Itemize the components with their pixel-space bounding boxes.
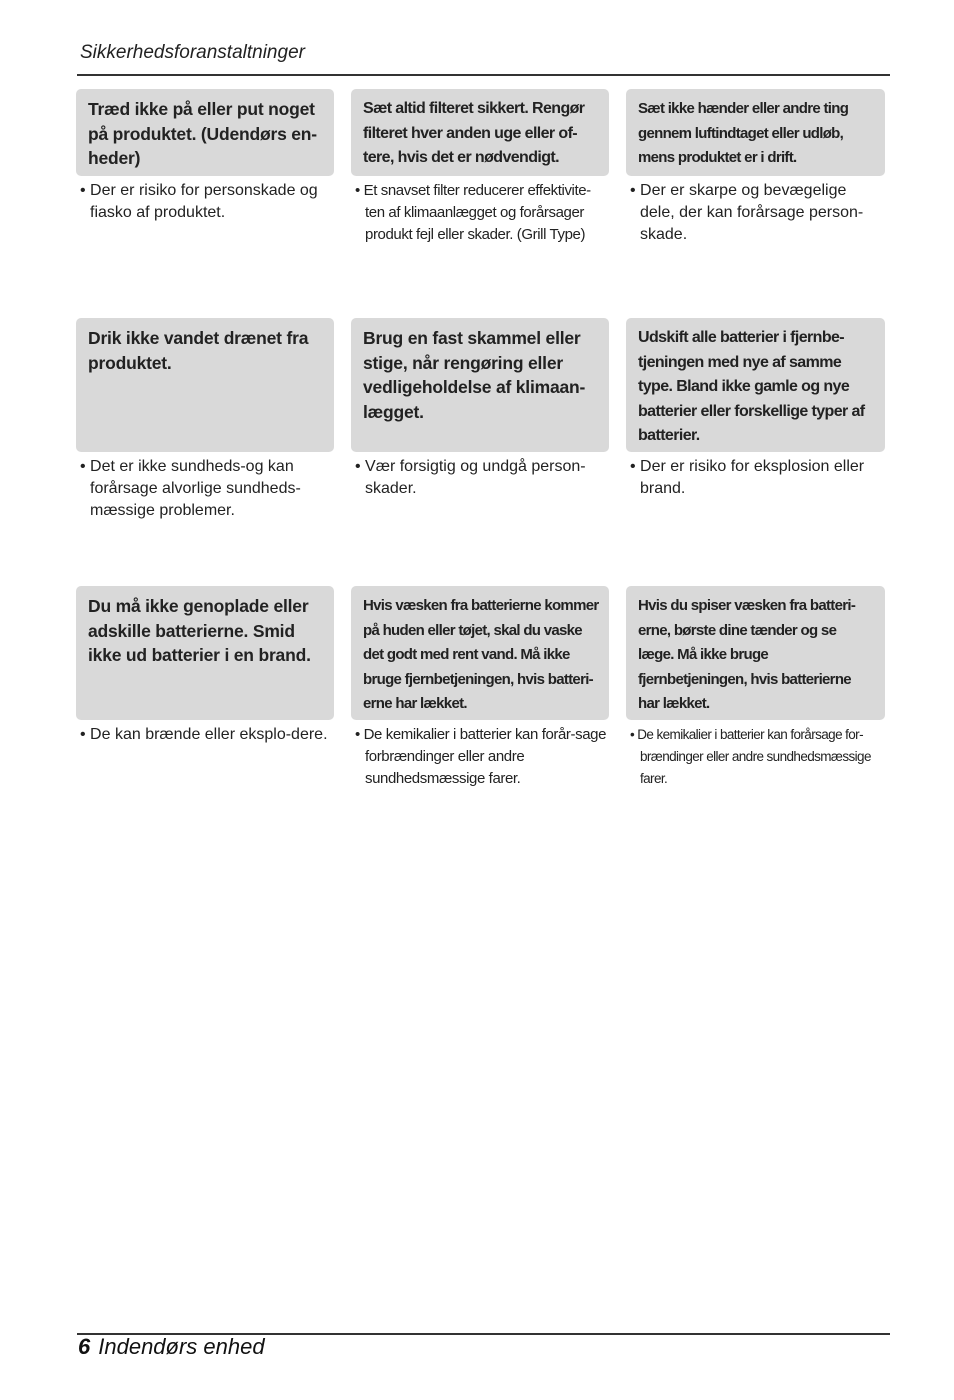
caution-detail: • De kemikalier i batterier kan forårsage for-brændinger eller andre sundhedsmæssige farer. bbox=[630, 727, 871, 786]
caution-item bbox=[351, 318, 609, 586]
caution-warning: Hvis du spiser væsken fra batteri-erne, børste dine tænder og se læge. Må ikke bruge fjernbetjeningen, hvis batterierne har lækket. bbox=[626, 586, 885, 720]
caution-detail: • Det er ikke sundheds-og kan forårsage alvorlige sundheds-mæssige problemer. bbox=[80, 458, 301, 519]
section-title: Sikkerhedsforanstaltninger bbox=[80, 42, 305, 63]
caution-detail: • Der er skarpe og bevægelige dele, der kan forårsage person-skade. bbox=[630, 182, 864, 243]
page-number: 6 bbox=[78, 1334, 91, 1359]
caution-item bbox=[626, 318, 885, 586]
caution-item bbox=[76, 586, 334, 836]
caution-detail: • Et snavset filter reducerer effektivite-ten af klimaanlægget og forårsager produkt fejl eller skader. (Grill Type) bbox=[355, 182, 591, 243]
caution-warning: Sæt altid filteret sikkert. Rengør filteret hver anden uge eller of-tere, hvis det er nødvendigt. bbox=[351, 89, 609, 176]
caution-warning: Træd ikke på eller put noget på produktet. (Udendørs en-heder) bbox=[76, 89, 334, 176]
caution-grid bbox=[76, 89, 884, 836]
caution-warning: Brug en fast skammel eller stige, når rengøring eller vedligeholdelse af klimaan-lægget. bbox=[351, 318, 609, 452]
caution-item bbox=[626, 586, 885, 836]
caution-detail: • Der er risiko for eksplosion eller brand. bbox=[630, 458, 865, 497]
caution-item bbox=[626, 89, 885, 318]
page-footer bbox=[78, 1334, 265, 1360]
header-divider bbox=[77, 74, 890, 76]
caution-item bbox=[76, 89, 334, 318]
caution-warning: Du må ikke genoplade eller adskille batterierne. Smid ikke ud batterier i en brand. bbox=[76, 586, 334, 720]
caution-warning: Hvis væsken fra batterierne kommer på huden eller tøjet, skal du vaske det godt med rent vand. Må ikke bruge fjernbetjeningen, hvis batteri-erne har lækket. bbox=[351, 586, 609, 720]
caution-detail: • De kan brænde eller eksplo-dere. bbox=[80, 726, 328, 743]
caution-item bbox=[76, 318, 334, 586]
caution-warning: Drik ikke vandet drænet fra produktet. bbox=[76, 318, 334, 452]
caution-warning: Sæt ikke hænder eller andre ting gennem luftindtaget eller udløb, mens produktet er i drift. bbox=[626, 89, 885, 176]
footer-title: Indendørs enhed bbox=[98, 1334, 265, 1359]
caution-item bbox=[351, 586, 609, 836]
caution-item bbox=[351, 89, 609, 318]
caution-detail: • Der er risiko for personskade og fiasko af produktet. bbox=[80, 182, 318, 221]
caution-detail: • De kemikalier i batterier kan forår-sage forbrændinger eller andre sundhedsmæssige farer. bbox=[355, 726, 607, 787]
caution-detail: • Vær forsigtig og undgå person-skader. bbox=[355, 458, 586, 497]
caution-warning: Udskift alle batterier i fjernbe-tjeningen med nye af samme type. Bland ikke gamle og nye batterier eller forskellige typer af batterier. bbox=[626, 318, 885, 452]
